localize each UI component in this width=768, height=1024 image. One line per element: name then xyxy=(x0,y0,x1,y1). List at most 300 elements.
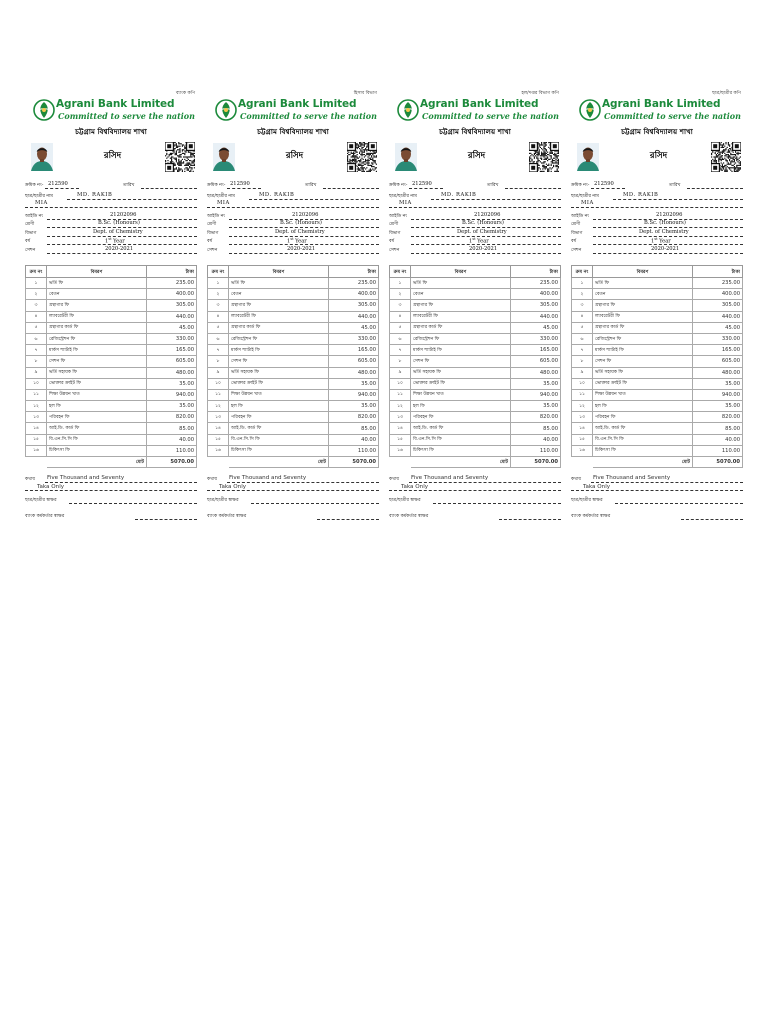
year-label: বর্ষ xyxy=(571,239,576,244)
receipt-title: রসিদ xyxy=(285,151,304,161)
cell-desc: ভর্তি সহায়ক ফি xyxy=(411,367,511,378)
cell-desc: মার্কস শ্যাটাই ফি xyxy=(411,345,511,356)
cell-amt: 480.00 xyxy=(329,367,379,378)
year-label: বর্ষ xyxy=(389,239,394,244)
cell-desc: সেশন ফি xyxy=(229,356,329,367)
branch-name: চট্টগ্রাম বিশ্ববিদ্যালয় শাখা xyxy=(621,127,693,136)
cell-desc: ভর্তি সহায়ক ফি xyxy=(229,367,329,378)
cell-amt: 440.00 xyxy=(329,311,379,322)
cell-desc: গ্রন্থাগার ফি xyxy=(593,300,693,311)
cell-sl: ৯ xyxy=(208,367,229,378)
table-row xyxy=(26,401,197,412)
name-label: ছাত্র/ছাত্রীর নাম xyxy=(571,194,599,199)
table-row xyxy=(572,356,743,367)
in-words-label: কথায় xyxy=(25,477,36,482)
id-field xyxy=(207,212,379,220)
in-words-value: Five Thousand and Seventy xyxy=(229,475,307,481)
cell-amt: 440.00 xyxy=(147,311,197,322)
class-label: শ্রেণী xyxy=(207,222,217,227)
fee-table xyxy=(571,265,743,468)
table-row xyxy=(26,412,197,423)
header-amt: টাকা xyxy=(329,266,379,278)
name-field xyxy=(25,192,197,200)
cell-amt: 480.00 xyxy=(511,367,561,378)
id-value: 21202096 xyxy=(656,212,683,218)
cell-amt: 330.00 xyxy=(329,333,379,344)
bank-name: Agrani Bank Limited xyxy=(420,98,539,110)
student-photo xyxy=(395,143,417,171)
cell-sl: ৫ xyxy=(390,322,411,333)
cell-amt: 400.00 xyxy=(147,289,197,300)
table-row xyxy=(208,322,379,333)
serial-field xyxy=(389,181,561,189)
cell-sl: ৯ xyxy=(26,367,47,378)
total-row xyxy=(390,457,561,468)
cell-desc: ভর্তি সহায়ক ফি xyxy=(47,367,147,378)
id-value: 21202096 xyxy=(110,212,137,218)
fee-table-header xyxy=(390,266,561,278)
student-signature-label: ছাত্র/ছাত্রীর স্বাক্ষর xyxy=(389,498,421,503)
year-value: 1st Year xyxy=(469,237,489,245)
student-signature-label: ছাত্র/ছাত্রীর স্বাক্ষর xyxy=(207,498,239,503)
serial-field xyxy=(571,181,743,189)
cell-sl: ৩ xyxy=(572,300,593,311)
table-row xyxy=(572,311,743,322)
table-row xyxy=(390,423,561,434)
table-row xyxy=(208,378,379,389)
cell-desc: ল্যাবরেটরী ফি xyxy=(47,311,147,322)
bank-header xyxy=(33,97,199,127)
table-row xyxy=(208,445,379,456)
fee-table-header xyxy=(572,266,743,278)
officer-signature-label: ব্যাংক কর্মকর্তার স্বাক্ষর xyxy=(25,514,65,519)
name-field xyxy=(389,192,561,200)
session-field xyxy=(389,246,561,254)
cell-sl: ৫ xyxy=(26,322,47,333)
bank-tagline: Committed to serve the nation xyxy=(58,111,195,121)
cell-desc: ভোক্তার ক্রাইট ফি xyxy=(593,378,693,389)
class-label: শ্রেণী xyxy=(389,222,399,227)
cell-sl: ১৪ xyxy=(572,423,593,434)
table-row xyxy=(572,389,743,400)
cell-sl: ১৬ xyxy=(572,445,593,456)
cell-amt: 35.00 xyxy=(693,378,743,389)
class-value: B.Sc. (Honours) xyxy=(644,220,686,226)
copy-label: ছাত্র/ছাত্রীর কপি xyxy=(712,91,741,96)
cell-amt: 440.00 xyxy=(511,311,561,322)
cell-desc: ল্যাবরেটরী ফি xyxy=(411,311,511,322)
name-value-2: MIA xyxy=(399,200,412,206)
cell-sl: ৮ xyxy=(572,356,593,367)
year-value: 1st Year xyxy=(287,237,307,245)
session-label: সেশন xyxy=(207,248,218,253)
cell-desc: হল ফি xyxy=(229,401,329,412)
dept-field xyxy=(207,229,379,237)
cell-desc: সেশন ফি xyxy=(47,356,147,367)
header-sl: ক্রম নং xyxy=(390,266,411,278)
cell-amt: 235.00 xyxy=(147,278,197,289)
cell-sl: ১৪ xyxy=(390,423,411,434)
cell-sl: ১৬ xyxy=(26,445,47,456)
cell-amt: 820.00 xyxy=(329,412,379,423)
in-words-value: Five Thousand and Seventy xyxy=(411,475,489,481)
table-row xyxy=(26,289,197,300)
dept-field xyxy=(571,229,743,237)
cell-amt: 45.00 xyxy=(147,322,197,333)
table-row xyxy=(208,289,379,300)
cell-sl: ৯ xyxy=(572,367,593,378)
cell-desc: গ্রন্থাগার ফি xyxy=(229,300,329,311)
session-label: সেশন xyxy=(571,248,582,253)
cell-amt: 940.00 xyxy=(511,389,561,400)
cell-amt: 330.00 xyxy=(693,333,743,344)
fee-table-header xyxy=(26,266,197,278)
id-label: আইডি নং xyxy=(389,214,408,219)
table-row xyxy=(208,412,379,423)
cell-amt: 35.00 xyxy=(329,401,379,412)
class-label: শ্রেণী xyxy=(571,222,581,227)
year-field xyxy=(389,237,561,245)
header-amt: টাকা xyxy=(147,266,197,278)
bank-tagline: Committed to serve the nation xyxy=(240,111,377,121)
bank-header xyxy=(579,97,745,127)
serial-label: ক্রমিক নং- xyxy=(389,183,408,188)
table-row xyxy=(208,311,379,322)
table-row xyxy=(390,434,561,445)
year-field xyxy=(571,237,743,245)
cell-amt: 305.00 xyxy=(693,300,743,311)
cell-sl: ১৪ xyxy=(26,423,47,434)
table-row xyxy=(572,423,743,434)
bank-logo-icon xyxy=(397,99,419,121)
header-sl: ক্রম নং xyxy=(208,266,229,278)
session-label: সেশন xyxy=(389,248,400,253)
session-field xyxy=(25,246,197,254)
receipt-copy-1 xyxy=(25,85,197,525)
cell-sl: ৯ xyxy=(390,367,411,378)
cell-desc: রেজিস্ট্রেশন ফি xyxy=(229,333,329,344)
cell-desc: মার্কস শ্যাটাই ফি xyxy=(47,345,147,356)
class-field xyxy=(389,220,561,228)
serial-field xyxy=(25,181,197,189)
table-row xyxy=(572,412,743,423)
cell-desc: ভোক্তার ক্রাইট ফি xyxy=(47,378,147,389)
cell-amt: 35.00 xyxy=(511,401,561,412)
cell-sl: ১২ xyxy=(26,401,47,412)
header-desc: বিবরণ xyxy=(229,266,329,278)
bank-name: Agrani Bank Limited xyxy=(602,98,721,110)
cell-amt: 940.00 xyxy=(147,389,197,400)
total-label: মোট xyxy=(593,457,693,468)
id-value: 21202096 xyxy=(292,212,319,218)
receipt-title: রসিদ xyxy=(649,151,668,161)
dept-label: বিভাগ xyxy=(571,231,583,236)
cell-amt: 440.00 xyxy=(693,311,743,322)
fee-table xyxy=(389,265,561,468)
cell-sl: ৮ xyxy=(208,356,229,367)
cell-desc: ভর্তি ফি xyxy=(593,278,693,289)
cell-desc: রেজিস্ট্রেশন ফি xyxy=(47,333,147,344)
id-field xyxy=(389,212,561,220)
cell-amt: 35.00 xyxy=(329,378,379,389)
cell-sl: ৭ xyxy=(390,345,411,356)
cell-amt: 820.00 xyxy=(147,412,197,423)
cell-amt: 940.00 xyxy=(329,389,379,400)
total-label: মোট xyxy=(229,457,329,468)
table-row xyxy=(208,278,379,289)
session-label: সেশন xyxy=(25,248,36,253)
cell-amt: 400.00 xyxy=(329,289,379,300)
table-row xyxy=(390,389,561,400)
cell-desc: গ্রন্থাগার কার্ড ফি xyxy=(229,322,329,333)
dept-value: Dept. of Chemistry xyxy=(93,229,143,235)
cell-sl: ১৪ xyxy=(208,423,229,434)
student-signature-label: ছাত্র/ছাত্রীর স্বাক্ষর xyxy=(571,498,603,503)
cell-desc: শিক্ষা উন্নয়ন খাত xyxy=(47,389,147,400)
date-label: তারিখ xyxy=(669,183,681,188)
cell-sl: ১ xyxy=(26,278,47,289)
cell-sl: ১৩ xyxy=(572,412,593,423)
table-row xyxy=(390,445,561,456)
serial-value: 212590 xyxy=(48,181,68,187)
branch-name: চট্টগ্রাম বিশ্ববিদ্যালয় শাখা xyxy=(75,127,147,136)
cell-desc: মার্কস শ্যাটাই ফি xyxy=(229,345,329,356)
cell-desc: গ্রন্থাগার ফি xyxy=(411,300,511,311)
table-row xyxy=(390,412,561,423)
cell-sl: ৬ xyxy=(572,333,593,344)
cell-desc: ল্যাবরেটরী ফি xyxy=(229,311,329,322)
table-row xyxy=(208,300,379,311)
dept-label: বিভাগ xyxy=(389,231,401,236)
table-row xyxy=(572,289,743,300)
copy-label: ব্যাংক কপি xyxy=(175,91,195,96)
name-value-2: MIA xyxy=(217,200,230,206)
cell-amt: 235.00 xyxy=(511,278,561,289)
serial-value: 212590 xyxy=(412,181,432,187)
cell-desc: ভোক্তার ক্রাইট ফি xyxy=(229,378,329,389)
session-value: 2020-2021 xyxy=(287,246,316,252)
class-label: শ্রেণী xyxy=(25,222,35,227)
cell-desc: পরিবহন ফি xyxy=(593,412,693,423)
cell-sl: ১১ xyxy=(208,389,229,400)
cell-desc: ভর্তি ফি xyxy=(411,278,511,289)
qr-code xyxy=(347,142,377,172)
table-row xyxy=(390,300,561,311)
cell-amt: 165.00 xyxy=(693,345,743,356)
id-value: 21202096 xyxy=(474,212,501,218)
table-row xyxy=(390,345,561,356)
cell-sl: ১১ xyxy=(572,389,593,400)
cell-amt: 110.00 xyxy=(147,445,197,456)
cell-amt: 400.00 xyxy=(511,289,561,300)
cell-desc: গ্রন্থাগার কার্ড ফি xyxy=(47,322,147,333)
table-row xyxy=(26,378,197,389)
cell-desc: শিক্ষা উন্নয়ন খাত xyxy=(411,389,511,400)
cell-desc: ভর্তি ফি xyxy=(47,278,147,289)
cell-desc: আই.ডি. কার্ড ফি xyxy=(229,423,329,434)
in-words-value: Five Thousand and Seventy xyxy=(593,475,671,481)
class-field xyxy=(25,220,197,228)
cell-desc: বি.এন.সি.সি ফি xyxy=(593,434,693,445)
receipt-copy-3 xyxy=(389,85,561,525)
cell-desc: বেতন xyxy=(411,289,511,300)
table-row xyxy=(572,367,743,378)
cell-desc: বি.এন.সি.সি ফি xyxy=(47,434,147,445)
cell-amt: 35.00 xyxy=(511,378,561,389)
cell-sl: ৭ xyxy=(26,345,47,356)
cell-desc: ভর্তি সহায়ক ফি xyxy=(593,367,693,378)
cell-sl: ৮ xyxy=(390,356,411,367)
cell-amt: 940.00 xyxy=(693,389,743,400)
class-value: B.Sc. (Honours) xyxy=(462,220,504,226)
cell-amt: 165.00 xyxy=(147,345,197,356)
cell-desc: গ্রন্থাগার কার্ড ফি xyxy=(411,322,511,333)
student-photo xyxy=(213,143,235,171)
bank-name: Agrani Bank Limited xyxy=(56,98,175,110)
cell-amt: 40.00 xyxy=(511,434,561,445)
cell-sl: ১২ xyxy=(390,401,411,412)
cell-amt: 330.00 xyxy=(147,333,197,344)
qr-code xyxy=(711,142,741,172)
cell-sl: ৮ xyxy=(26,356,47,367)
cell-desc: পরিবহন ফি xyxy=(229,412,329,423)
cell-amt: 605.00 xyxy=(147,356,197,367)
cell-sl: ৫ xyxy=(572,322,593,333)
table-row xyxy=(390,289,561,300)
cell-desc: চিকিৎসা ফি xyxy=(593,445,693,456)
copy-label: হিসাব বিভাগ xyxy=(353,91,377,96)
fee-table xyxy=(25,265,197,468)
name-field-cont xyxy=(571,200,743,208)
table-row xyxy=(390,322,561,333)
id-label: আইডি নং xyxy=(571,214,590,219)
name-value: MD. RAKIB xyxy=(623,192,659,198)
table-row xyxy=(208,401,379,412)
table-row xyxy=(390,367,561,378)
dept-value: Dept. of Chemistry xyxy=(275,229,325,235)
cell-desc: বেতন xyxy=(593,289,693,300)
cell-sl: ৫ xyxy=(208,322,229,333)
cell-amt: 235.00 xyxy=(329,278,379,289)
in-words-value: Five Thousand and Seventy xyxy=(47,475,125,481)
receipt-copy-4 xyxy=(571,85,743,525)
serial-field xyxy=(207,181,379,189)
table-row xyxy=(26,367,197,378)
total-value: 5070.00 xyxy=(511,457,561,468)
bank-header xyxy=(397,97,563,127)
cell-desc: আই.ডি. কার্ড ফি xyxy=(411,423,511,434)
table-row xyxy=(390,333,561,344)
serial-label: ক্রমিক নং- xyxy=(207,183,226,188)
officer-signature-label: ব্যাংক কর্মকর্তার স্বাক্ষর xyxy=(571,514,611,519)
cell-sl: ৬ xyxy=(208,333,229,344)
student-photo xyxy=(31,143,53,171)
cell-amt: 235.00 xyxy=(693,278,743,289)
cell-sl: ৭ xyxy=(208,345,229,356)
cell-sl: ১ xyxy=(572,278,593,289)
fee-table xyxy=(207,265,379,468)
table-row xyxy=(390,378,561,389)
cell-desc: শিক্ষা উন্নয়ন খাত xyxy=(593,389,693,400)
cell-sl: ১০ xyxy=(390,378,411,389)
table-row xyxy=(572,401,743,412)
name-value-2: MIA xyxy=(581,200,594,206)
cell-sl: ১১ xyxy=(390,389,411,400)
in-words-label: কথায় xyxy=(207,477,218,482)
table-row xyxy=(26,333,197,344)
cell-sl: ১৩ xyxy=(26,412,47,423)
cell-amt: 40.00 xyxy=(329,434,379,445)
total-value: 5070.00 xyxy=(147,457,197,468)
header-sl: ক্রম নং xyxy=(572,266,593,278)
cell-sl: ১২ xyxy=(208,401,229,412)
cell-desc: রেজিস্ট্রেশন ফি xyxy=(411,333,511,344)
dept-value: Dept. of Chemistry xyxy=(639,229,689,235)
table-row xyxy=(390,278,561,289)
cell-amt: 165.00 xyxy=(329,345,379,356)
cell-sl: ৪ xyxy=(208,311,229,322)
cell-amt: 45.00 xyxy=(693,322,743,333)
table-row xyxy=(26,356,197,367)
name-value: MD. RAKIB xyxy=(259,192,295,198)
cell-amt: 305.00 xyxy=(511,300,561,311)
name-field-cont xyxy=(389,200,561,208)
header-desc: বিবরণ xyxy=(47,266,147,278)
cell-desc: গ্রন্থাগার ফি xyxy=(47,300,147,311)
cell-sl: ১ xyxy=(208,278,229,289)
cell-desc: বি.এন.সি.সি ফি xyxy=(229,434,329,445)
total-label: মোট xyxy=(47,457,147,468)
cell-desc: বেতন xyxy=(229,289,329,300)
table-row xyxy=(390,311,561,322)
total-value: 5070.00 xyxy=(693,457,743,468)
bank-tagline: Committed to serve the nation xyxy=(422,111,559,121)
cell-desc: আই.ডি. কার্ড ফি xyxy=(47,423,147,434)
table-row xyxy=(26,322,197,333)
bank-logo-icon xyxy=(215,99,237,121)
cell-desc: ল্যাবরেটরী ফি xyxy=(593,311,693,322)
cell-amt: 305.00 xyxy=(147,300,197,311)
dept-label: বিভাগ xyxy=(207,231,219,236)
cell-amt: 305.00 xyxy=(329,300,379,311)
table-row xyxy=(572,434,743,445)
receipt-copy-2 xyxy=(207,85,379,525)
total-row xyxy=(26,457,197,468)
cell-sl: ১ xyxy=(390,278,411,289)
class-field xyxy=(207,220,379,228)
table-row xyxy=(572,322,743,333)
cell-amt: 85.00 xyxy=(693,423,743,434)
bank-header xyxy=(215,97,381,127)
cell-desc: পরিবহন ফি xyxy=(411,412,511,423)
cell-amt: 45.00 xyxy=(511,322,561,333)
table-row xyxy=(208,389,379,400)
cell-sl: ১৫ xyxy=(208,434,229,445)
year-label: বর্ষ xyxy=(25,239,30,244)
cell-sl: ৩ xyxy=(26,300,47,311)
table-row xyxy=(26,445,197,456)
name-value-2: MIA xyxy=(35,200,48,206)
bank-logo-icon xyxy=(579,99,601,121)
student-signature-label: ছাত্র/ছাত্রীর স্বাক্ষর xyxy=(25,498,57,503)
class-field xyxy=(571,220,743,228)
name-field-cont xyxy=(207,200,379,208)
name-label: ছাত্র/ছাত্রীর নাম xyxy=(25,194,53,199)
id-field xyxy=(25,212,197,220)
header-desc: বিবরণ xyxy=(411,266,511,278)
fee-table-header xyxy=(208,266,379,278)
dept-label: বিভাগ xyxy=(25,231,37,236)
